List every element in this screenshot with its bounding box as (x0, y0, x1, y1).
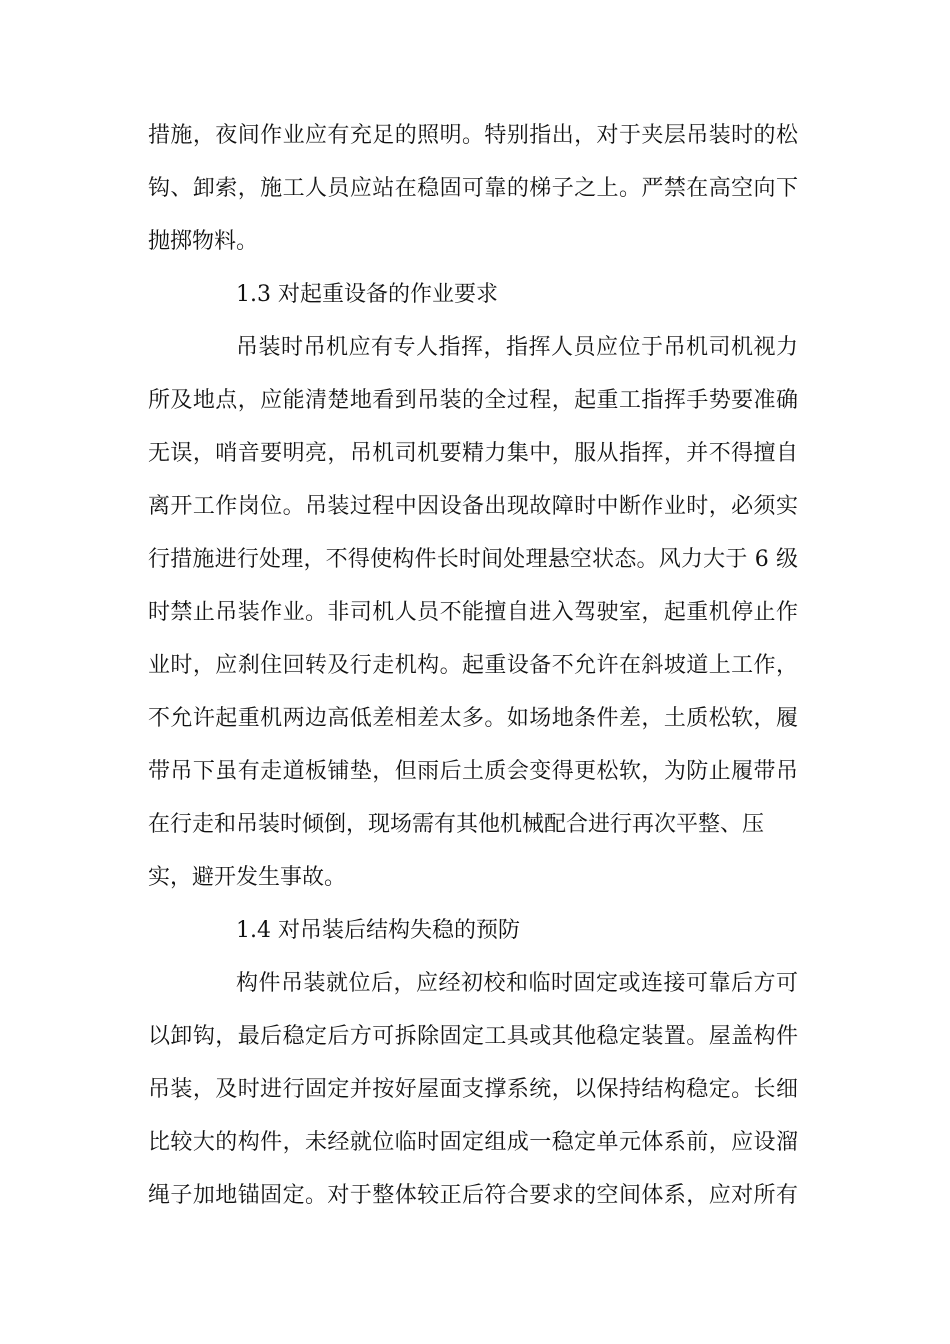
text-line: 措施，夜间作业应有充足的照明。特别指出，对于夹层吊装时的松 (148, 123, 798, 148)
text-line: 所及地点，应能清楚地看到吊装的全过程，起重工指挥手势要准确 (148, 388, 798, 413)
text-line: 比较大的构件，未经就位临时固定组成一稳定单元体系前，应设溜 (148, 1130, 798, 1155)
text-line: 业时，应刹住回转及行走机构。起重设备不允许在斜坡道上工作， (148, 653, 798, 678)
section-heading-1-3: 1.3 对起重设备的作业要求 (236, 282, 498, 307)
text-line: 时禁止吊装作业。非司机人员不能擅自进入驾驶室，起重机停止作 (148, 600, 798, 625)
text-line: 绳子加地锚固定。对于整体较正后符合要求的空间体系，应对所有 (148, 1183, 798, 1208)
text-line: 行措施进行处理，不得使构件长时间处理悬空状态。风力大于 6 级 (148, 547, 798, 572)
text-line: 不允许起重机两边高低差相差太多。如场地条件差，土质松软，履 (148, 706, 798, 731)
text-line: 钩、卸索，施工人员应站在稳固可靠的梯子之上。严禁在高空向下 (148, 176, 798, 201)
text-line: 无误，哨音要明亮，吊机司机要精力集中，服从指挥，并不得擅自 (148, 441, 798, 466)
text-line: 以卸钩，最后稳定后方可拆除固定工具或其他稳定装置。屋盖构件 (148, 1024, 798, 1049)
text-line: 抛掷物料。 (148, 229, 259, 254)
text-line: 在行走和吊装时倾倒，现场需有其他机械配合进行再次平整、压 (148, 812, 765, 837)
text-line: 吊装，及时进行固定并按好屋面支撑系统，以保持结构稳定。长细 (148, 1077, 798, 1102)
paragraph-first-line: 吊装时吊机应有专人指挥，指挥人员应位于吊机司机视力 (236, 335, 798, 360)
paragraph-first-line: 构件吊装就位后，应经初校和临时固定或连接可靠后方可 (236, 971, 798, 996)
text-line: 带吊下虽有走道板铺垫，但雨后土质会变得更松软，为防止履带吊 (148, 759, 798, 784)
text-line: 实，避开发生事故。 (148, 865, 347, 890)
section-heading-1-4: 1.4 对吊装后结构失稳的预防 (236, 918, 520, 943)
text-line: 离开工作岗位。吊装过程中因设备出现故障时中断作业时，必须实 (148, 494, 798, 519)
